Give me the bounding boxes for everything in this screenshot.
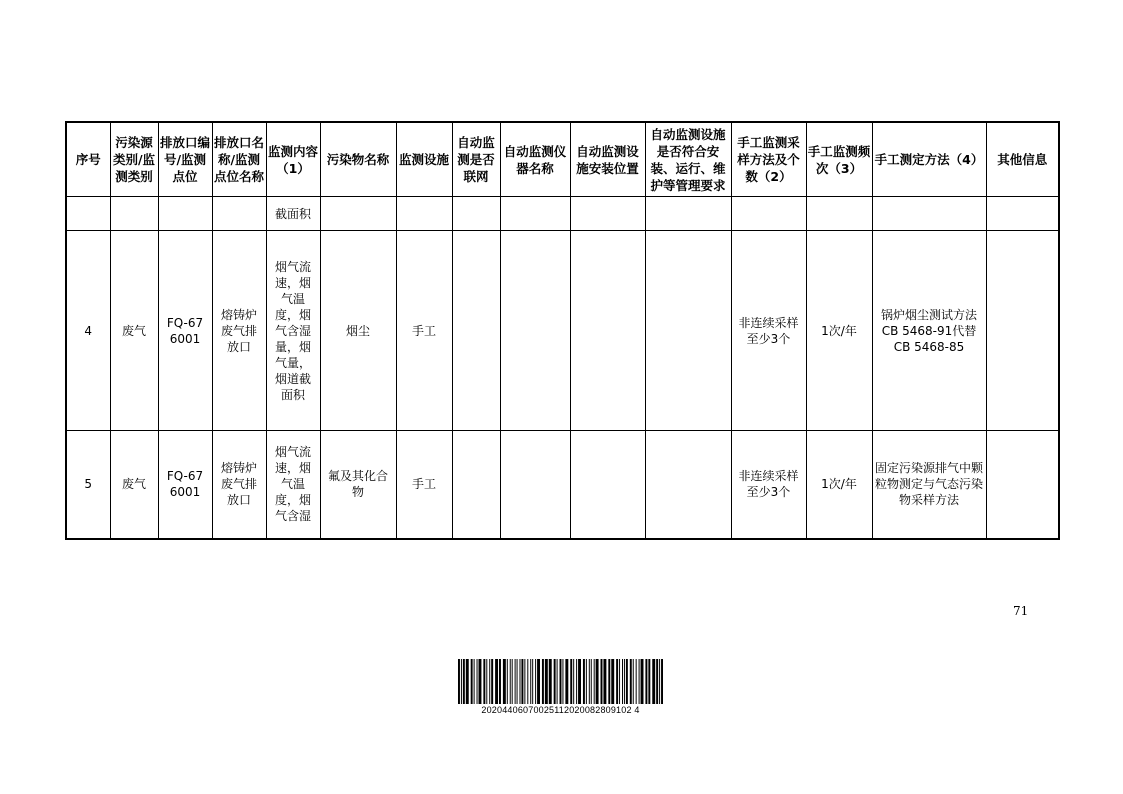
header-category: 污染源类别/监测类别 — [110, 122, 158, 197]
cell-manual-method: 非连续采样 至少3个 — [731, 231, 806, 431]
cell-auto-requirement — [645, 231, 731, 431]
barcode-bar — [463, 659, 465, 704]
barcode-bar — [537, 659, 540, 704]
barcode-bar — [636, 659, 637, 704]
barcode-bar — [594, 659, 595, 704]
barcode — [458, 659, 663, 715]
cell-frequency: 1次/年 — [806, 231, 872, 431]
barcode-bar — [524, 659, 525, 704]
cell-empty — [110, 197, 158, 231]
barcode-bar — [535, 659, 536, 704]
barcode-bar — [570, 659, 572, 704]
barcode-bar — [557, 659, 558, 704]
barcode-bar — [530, 659, 531, 704]
cell-determination: 锅炉烟尘测试方法CB 5468-91代替CB 5468-85 — [872, 231, 986, 431]
barcode-bar — [512, 659, 513, 704]
barcode-bar — [477, 659, 478, 704]
barcode-bar — [479, 659, 482, 704]
barcode-bar — [503, 659, 506, 704]
barcode-bar — [661, 659, 663, 704]
table-row — [66, 431, 1059, 539]
cell-empty — [212, 197, 266, 231]
cell-auto-network — [452, 431, 500, 539]
barcode-bar — [458, 659, 460, 704]
barcode-bar — [466, 659, 469, 704]
header-auto-network: 自动监测是否联网 — [452, 122, 500, 197]
header-content: 监测内容（1） — [266, 122, 320, 197]
barcode-bar — [560, 659, 562, 704]
barcode-bar — [630, 659, 632, 704]
barcode-bar — [499, 659, 501, 704]
barcode-bar — [532, 659, 533, 704]
cell-content: 截面积 — [266, 197, 320, 231]
page-number: 71 — [1013, 604, 1029, 618]
cell-other — [986, 231, 1059, 431]
barcode-bar — [545, 659, 548, 704]
cell-content: 烟气流速，烟气温度，烟气含湿 — [266, 431, 320, 539]
cell-index: 5 — [66, 431, 110, 539]
barcode-bar — [616, 659, 618, 704]
cell-pollutant: 氟及其化合物 — [320, 431, 396, 539]
barcode-bar — [622, 659, 623, 704]
barcode-bar — [521, 659, 523, 704]
barcode-bar — [562, 659, 563, 704]
header-determination: 手工测定方法（4） — [872, 122, 986, 197]
cell-pollutant: 烟尘 — [320, 231, 396, 431]
barcode-bar — [489, 659, 490, 704]
barcode-bar — [515, 659, 516, 704]
barcode-bar — [596, 659, 599, 704]
header-facility: 监测设施 — [396, 122, 452, 197]
cell-empty — [66, 197, 110, 231]
barcode-digits: 20204406070025112020082809102 4 — [481, 705, 640, 715]
barcode-bar — [611, 659, 614, 704]
cell-manual-method: 非连续采样 至少3个 — [731, 431, 806, 539]
cell-empty — [872, 197, 986, 231]
cell-empty — [452, 197, 500, 231]
barcode-bar — [589, 659, 590, 704]
header-other: 其他信息 — [986, 122, 1059, 197]
cell-auto-location — [570, 231, 645, 431]
barcode-bar — [510, 659, 511, 704]
cell-auto-requirement — [645, 431, 731, 539]
barcode-bar — [495, 659, 498, 704]
barcode-bar — [507, 659, 508, 704]
header-auto-instrument: 自动监测仪器名称 — [500, 122, 570, 197]
barcode-bar — [656, 659, 658, 704]
barcode-bar — [483, 659, 485, 704]
cell-empty — [320, 197, 396, 231]
header-auto-requirement: 自动监测设施是否符合安装、运行、维护等管理要求 — [645, 122, 731, 197]
barcode-bar — [474, 659, 475, 704]
cell-empty — [645, 197, 731, 231]
cell-outlet-name: 熔铸炉废气排放口 — [212, 231, 266, 431]
barcode-bar — [542, 659, 544, 704]
barcode-bar — [576, 659, 577, 704]
cell-outlet-name: 熔铸炉废气排放口 — [212, 431, 266, 539]
barcode-bar — [603, 659, 606, 704]
barcode-bar — [586, 659, 587, 704]
cell-auto-instrument — [500, 231, 570, 431]
barcode-bar — [583, 659, 585, 704]
cell-empty — [500, 197, 570, 231]
barcode-bar — [471, 659, 473, 704]
header-manual-method: 手工监测采样方法及个数（2） — [731, 122, 806, 197]
barcode-bar — [549, 659, 552, 704]
cell-empty — [158, 197, 212, 231]
header-outlet-code: 排放口编号/监测点位 — [158, 122, 212, 197]
header-frequency: 手工监测频次（3） — [806, 122, 872, 197]
cell-determination: 固定污染源排气中颗粒物测定与气态污染物采样方法 — [872, 431, 986, 539]
cell-empty — [396, 197, 452, 231]
cell-outlet-code: FQ-676001 — [158, 231, 212, 431]
cell-empty — [986, 197, 1059, 231]
barcode-bar — [520, 659, 521, 704]
cell-empty — [570, 197, 645, 231]
barcode-bar — [578, 659, 581, 704]
barcode-bar — [648, 659, 650, 704]
cell-index: 4 — [66, 231, 110, 431]
barcode-bar — [639, 659, 640, 704]
barcode-bar — [554, 659, 556, 704]
header-outlet-name: 排放口名称/监测点位名称 — [212, 122, 266, 197]
cell-auto-instrument — [500, 431, 570, 539]
cell-category: 废气 — [110, 431, 158, 539]
barcode-bar — [591, 659, 592, 704]
barcode-bar — [645, 659, 647, 704]
cell-facility: 手工 — [396, 231, 452, 431]
barcode-bars — [458, 659, 663, 704]
barcode-bar — [652, 659, 655, 704]
barcode-bar — [624, 659, 625, 704]
cell-frequency: 1次/年 — [806, 431, 872, 539]
cell-auto-location — [570, 431, 645, 539]
barcode-bar — [461, 659, 462, 704]
monitoring-table — [65, 121, 1060, 540]
barcode-bar — [633, 659, 634, 704]
table-row — [66, 231, 1059, 431]
barcode-bar — [517, 659, 518, 704]
barcode-bar — [527, 659, 528, 704]
table-row-continued — [66, 197, 1059, 231]
cell-auto-network — [452, 231, 500, 431]
cell-facility: 手工 — [396, 431, 452, 539]
barcode-bar — [641, 659, 644, 704]
cell-empty — [806, 197, 872, 231]
barcode-bar — [486, 659, 487, 704]
barcode-bar — [573, 659, 574, 704]
header-pollutant: 污染物名称 — [320, 122, 396, 197]
cell-other — [986, 431, 1059, 539]
barcode-bar — [608, 659, 610, 704]
cell-content: 烟气流速，烟气温度，烟气含湿量，烟气量，烟道截面积 — [266, 231, 320, 431]
cell-empty — [731, 197, 806, 231]
header-auto-location: 自动监测设施安装位置 — [570, 122, 645, 197]
barcode-bar — [601, 659, 603, 704]
barcode-bar — [659, 659, 660, 704]
barcode-bar — [619, 659, 620, 704]
barcode-bar — [491, 659, 493, 704]
header-index: 序号 — [66, 122, 110, 197]
table-header-row — [66, 122, 1059, 197]
cell-category: 废气 — [110, 231, 158, 431]
barcode-bar — [565, 659, 568, 704]
cell-outlet-code: FQ-676001 — [158, 431, 212, 539]
barcode-bar — [626, 659, 628, 704]
